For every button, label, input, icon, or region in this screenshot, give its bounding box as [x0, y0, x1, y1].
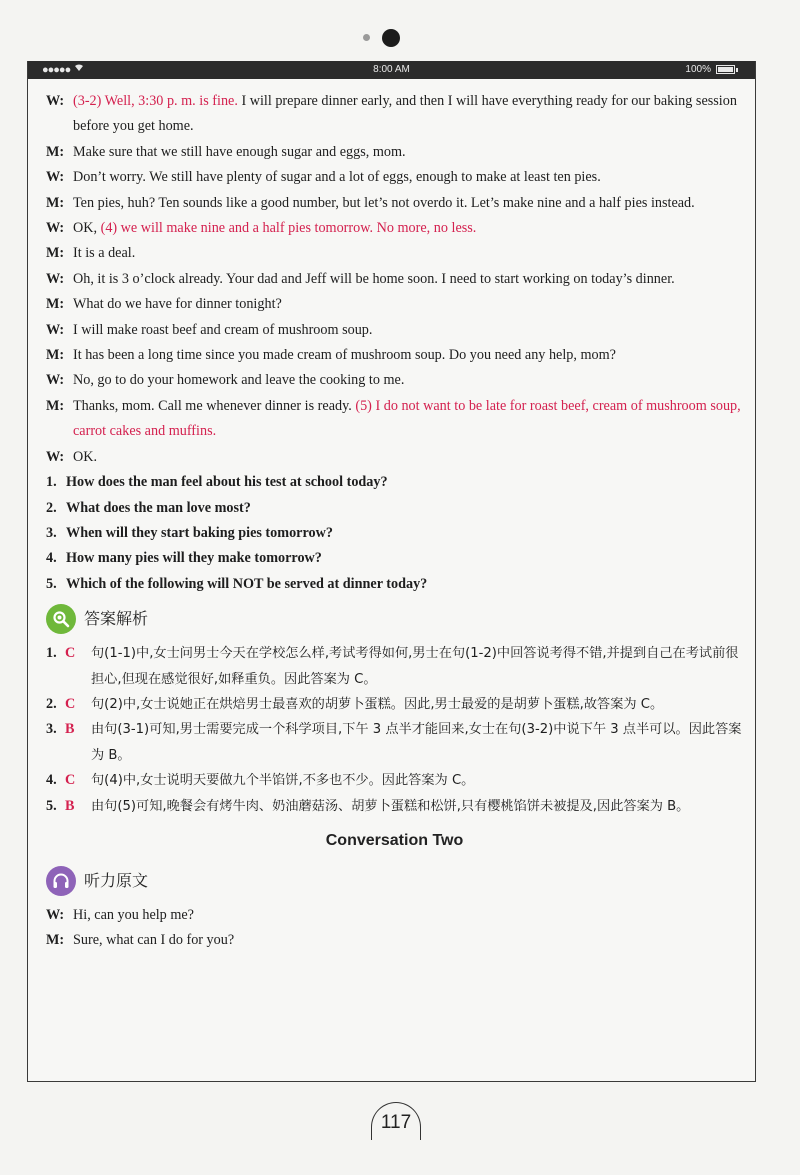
question-text: How does the man feel about his test at school today? — [66, 474, 388, 491]
answer-number: 3. — [46, 721, 57, 738]
answer-number: 2. — [46, 695, 57, 712]
dialogue-text: Don’t worry. We still have plenty of sugar and a lot of eggs, enough to make at least ten pies. — [73, 169, 601, 186]
question-item — [46, 470, 743, 495]
dialogue-text: Hi, can you help me? — [73, 906, 194, 923]
answer-explanation: 句(1-1)中,女士问男士今天在学校怎么样,考试考得如何,男士在句(1-2)中回答说考得不错,并提到自己在考试前很担心,但现在感觉很好,如释重负。因此答案为 C。 — [91, 646, 739, 687]
dialogue-line — [46, 191, 743, 216]
dialogue-text: Make sure that we still have enough sugar and eggs, mom. — [73, 143, 406, 160]
highlighted-sentence: (4) we will make nine and a half pies tomorrow. No more, no less. — [100, 220, 477, 237]
answer-item — [46, 768, 743, 793]
dialogue-text: I will make roast beef and cream of mushroom soup. — [73, 321, 373, 338]
dialogue-text: Oh, it is 3 o’clock already. Your dad and Jeff will be home soon. I need to start working on today’s dinner. — [73, 270, 675, 287]
speaker-label: W: — [46, 372, 65, 389]
question-text: Which of the following will NOT be served at dinner today? — [66, 575, 428, 592]
speaker-label: M: — [46, 347, 65, 364]
device-camera — [0, 28, 800, 50]
speaker-label: W: — [46, 270, 65, 287]
highlighted-sentence: (3-2) Well, 3:30 p. m. is fine. — [73, 93, 238, 109]
answer-explanation: 句(2)中,女士说她正在烘焙男士最喜欢的胡萝卜蛋糕。因此,男士最爱的是胡萝卜蛋糕,故答案为 C。 — [91, 696, 664, 712]
question-text: When will they start baking pies tomorrow? — [66, 524, 333, 541]
speaker-label: W: — [46, 448, 65, 465]
question-text: What does the man love most? — [66, 499, 251, 516]
page-number: 117 — [371, 1102, 421, 1140]
answer-item — [46, 641, 743, 692]
camera-sensor-dot — [363, 34, 370, 41]
dialogue-text: No, go to do your homework and leave the cooking to me. — [73, 372, 405, 389]
answer-list — [46, 641, 743, 819]
dialogue-text: OK. — [73, 448, 98, 465]
speaker-label: M: — [46, 194, 65, 211]
dialogue-text: It is a deal. — [73, 245, 136, 262]
answer-item — [46, 794, 743, 819]
dialogue-one-continued — [46, 89, 743, 470]
question-number: 4. — [46, 550, 57, 567]
dialogue-text: I will prepare dinner early, and then I will have everything ready for our baking session before you get home. — [73, 93, 737, 135]
question-list — [46, 470, 743, 597]
status-time: 8:00 AM — [373, 64, 410, 75]
dialogue-line — [46, 903, 743, 928]
answer-number: 1. — [46, 645, 57, 662]
dialogue-text: OK, — [73, 220, 101, 237]
answer-letter: C — [65, 645, 76, 662]
dialogue-text: Ten pies, huh? Ten sounds like a good number, but let’s not overdo it. Let’s make nine and a half pies instead. — [73, 194, 695, 211]
answer-letter: B — [65, 797, 75, 814]
transcript-title: 听力原文 — [84, 871, 149, 891]
dialogue-text: Sure, what can I do for you? — [73, 932, 235, 949]
question-item — [46, 496, 743, 521]
dialogue-line — [46, 140, 743, 165]
question-text: How many pies will they make tomorrow? — [66, 550, 322, 567]
battery-icon — [716, 65, 735, 74]
dialogue-line — [46, 216, 743, 241]
answer-letter: B — [65, 721, 75, 738]
answer-explanation: 由句(3-1)可知,男士需要完成一个科学项目,下午 3 点半才能回来,女士在句(3-2)中说下午 3 点半可以。因此答案为 B。 — [91, 722, 742, 763]
speaker-label: W: — [46, 321, 65, 338]
highlighted-sentence: (5) I do not want to be late for roast beef, cream of mushroom soup, carrot cakes and muffins. — [73, 397, 741, 440]
dialogue-line — [46, 89, 743, 140]
page-frame — [27, 61, 756, 1082]
answer-item — [46, 717, 743, 768]
status-bar — [28, 61, 755, 79]
signal-icon: ●●●●● — [42, 64, 71, 76]
dialogue-line — [46, 241, 743, 266]
dialogue-line — [46, 343, 743, 368]
speaker-label: W: — [46, 906, 65, 923]
speaker-label: M: — [46, 397, 65, 414]
dialogue-line — [46, 928, 743, 953]
battery-percent: 100% — [685, 64, 711, 75]
speaker-label: W: — [46, 93, 65, 109]
answer-letter: C — [65, 695, 76, 712]
dialogue-text: Thanks, mom. Call me whenever dinner is ready. — [73, 397, 356, 414]
answer-item — [46, 692, 743, 717]
speaker-label: M: — [46, 143, 65, 160]
question-item — [46, 572, 743, 597]
transcript-header — [46, 863, 743, 899]
answer-letter: C — [65, 772, 76, 789]
answer-explanation: 句(4)中,女士说明天要做九个半馅饼,不多也不少。因此答案为 C。 — [91, 773, 475, 789]
dialogue-line — [46, 318, 743, 343]
dialogue-line — [46, 445, 743, 470]
answer-number: 5. — [46, 797, 57, 814]
headphones-icon — [46, 866, 76, 896]
dialogue-line — [46, 394, 743, 445]
speaker-label: M: — [46, 932, 65, 949]
dialogue-line — [46, 292, 743, 317]
page-content — [46, 89, 743, 954]
answer-number: 4. — [46, 772, 57, 789]
question-number: 5. — [46, 575, 57, 592]
dialogue-text: It has been a long time since you made cream of mushroom soup. Do you need any help, mom? — [73, 347, 616, 364]
question-item — [46, 546, 743, 571]
dialogue-line — [46, 267, 743, 292]
conversation-two-title: Conversation Two — [325, 831, 464, 849]
dialogue-line — [46, 165, 743, 190]
magnifier-icon — [46, 604, 76, 634]
speaker-label: W: — [46, 220, 65, 237]
speaker-label: W: — [46, 169, 65, 186]
dialogue-line — [46, 368, 743, 393]
analysis-title: 答案解析 — [84, 609, 149, 629]
question-number: 2. — [46, 499, 57, 516]
speaker-label: M: — [46, 245, 65, 262]
camera-lens-dot — [382, 29, 400, 47]
question-number: 1. — [46, 474, 57, 491]
dialogue-two — [46, 903, 743, 954]
question-item — [46, 521, 743, 546]
answer-explanation: 由句(5)可知,晚餐会有烤牛肉、奶油蘑菇汤、胡萝卜蛋糕和松饼,只有樱桃馅饼未被提及,因此答案为 B。 — [91, 798, 690, 814]
question-number: 3. — [46, 524, 57, 541]
dialogue-text: What do we have for dinner tonight? — [73, 296, 282, 313]
analysis-header — [46, 601, 743, 637]
speaker-label: M: — [46, 296, 65, 313]
